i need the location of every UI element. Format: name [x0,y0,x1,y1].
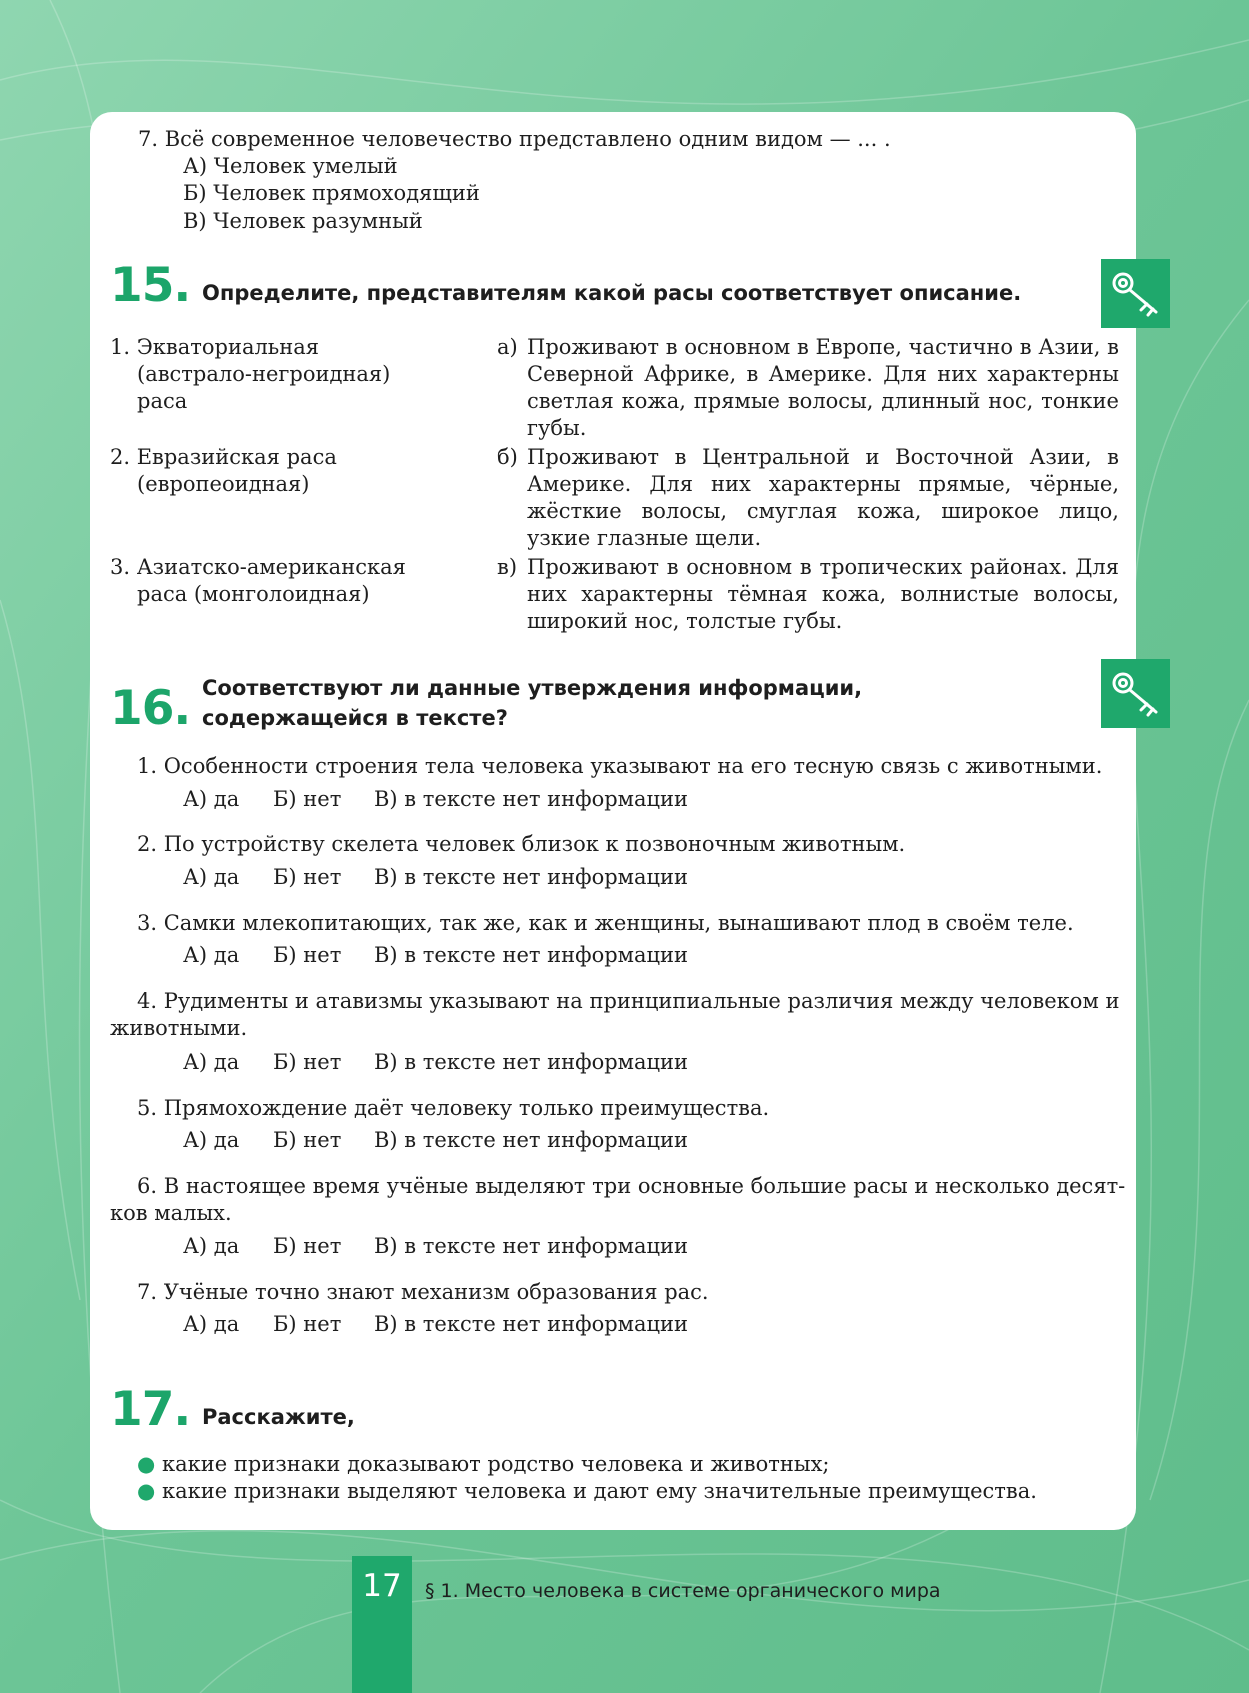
answer-no: Б) нет [273,1128,342,1152]
task-16-title-line1: Соответствуют ли данные утверждения информации, [202,676,863,700]
statement-6-line1: 6. В настоящее время учёные выделяют три основные большие расы и несколько десят- [137,1174,1126,1198]
desc-a-text: Проживают в основном в Европе, частично в Азии, в Северной Африке, в Америке. Для них характерны светлая кожа, прямые волосы, длинный нос, тонкие губы. [527,335,1119,440]
race-1-line3: раса [137,389,188,413]
answer-yes: А) да [183,787,240,811]
statement-4-line2: животными. [110,1016,248,1040]
option-a: А) Человек умелый [183,154,398,178]
answer-no-info: В) в тексте нет информации [374,1312,689,1336]
task-15-number: 15. [110,258,191,313]
answer-no-info: В) в тексте нет информации [374,943,689,967]
answer-yes: А) да [183,1050,240,1074]
key-icon [1101,659,1170,728]
option-b: Б) Человек прямоходящий [183,181,480,205]
key-icon-badge [1101,659,1170,728]
bullet-text: какие признаки выделяют человека и дают ему значительные преимущества. [162,1479,1037,1503]
answer-yes: А) да [183,865,240,889]
question-7-text: 7. Всё современное человечество представлено одним видом — ... . [138,127,891,151]
task-17-number: 17. [110,1382,191,1437]
task-15-title: Определите, представителям какой расы соответствует описание. [202,281,1022,305]
bullet-item [137,1478,1037,1505]
bullet-item [137,1451,830,1478]
option-c: В) Человек разумный [183,209,423,233]
answer-no: Б) нет [273,787,342,811]
answer-no: Б) нет [273,1050,342,1074]
answer-no: Б) нет [273,1312,342,1336]
statement-5: 5. Прямохождение даёт человеку только преимущества. [137,1096,770,1120]
race-3-line1: 3. Азиатско-американская [110,555,406,579]
statement-2: 2. По устройству скелета человек близок к позвоночным животным. [137,832,906,856]
desc-c-text: Проживают в основном в тропических районах. Для них характерны тёмная кожа, волнистые волосы, широкий нос, толстые губы. [527,555,1119,633]
desc-b-label: б) [497,445,518,469]
statement-6-line2: ков малых. [110,1201,232,1225]
race-1-line1: 1. Экваториальная [110,335,320,359]
bullet-icon: ● [137,1479,156,1503]
answer-no-info: В) в тексте нет информации [374,1128,689,1152]
answer-no-info: В) в тексте нет информации [374,865,689,889]
answer-no: Б) нет [273,865,342,889]
desc-c-label: в) [497,555,518,579]
section-title: § 1. Место человека в системе органического мира [425,1580,941,1602]
bullet-text: какие признаки доказывают родство человека и животных; [162,1452,830,1476]
task-16-number: 16. [110,681,191,736]
page-number: 17 [362,1568,402,1604]
statement-7: 7. Учёные точно знают механизм образования рас. [137,1280,709,1304]
race-2-line1: 2. Евразийская раса [110,445,337,469]
answer-no: Б) нет [273,943,342,967]
answer-yes: А) да [183,1234,240,1258]
answer-no: Б) нет [273,1234,342,1258]
desc-a-label: а) [497,335,518,359]
answer-yes: А) да [183,943,240,967]
desc-b-text: Проживают в Центральной и Восточной Азии, в Америке. Для них характерны прямые, чёрные, жёсткие волосы, смуглая кожа, широкое лицо, узкие глазные щели. [527,445,1119,550]
race-3-line2: раса (монголоидная) [137,582,370,606]
answer-yes: А) да [183,1128,240,1152]
key-icon-badge [1101,259,1170,328]
answer-yes: А) да [183,1312,240,1336]
key-icon [1101,259,1170,328]
answer-no-info: В) в тексте нет информации [374,787,689,811]
task-17-title: Расскажите, [202,1405,355,1429]
statement-1: 1. Особенности строения тела человека указывают на его тесную связь с животными. [137,754,1103,778]
statement-3: 3. Самки млекопитающих, так же, как и женщины, вынашивают плод в своём теле. [137,911,1074,935]
task-16-title-line2: содержащейся в тексте? [202,706,508,730]
statement-4-line1: 4. Рудименты и атавизмы указывают на принципиальные различия между человеком и [137,989,1120,1013]
answer-no-info: В) в тексте нет информации [374,1234,689,1258]
bullet-icon: ● [137,1452,156,1476]
race-1-line2: (австрало-негроидная) [137,362,391,386]
answer-no-info: В) в тексте нет информации [374,1050,689,1074]
race-2-line2: (европеоидная) [137,472,310,496]
